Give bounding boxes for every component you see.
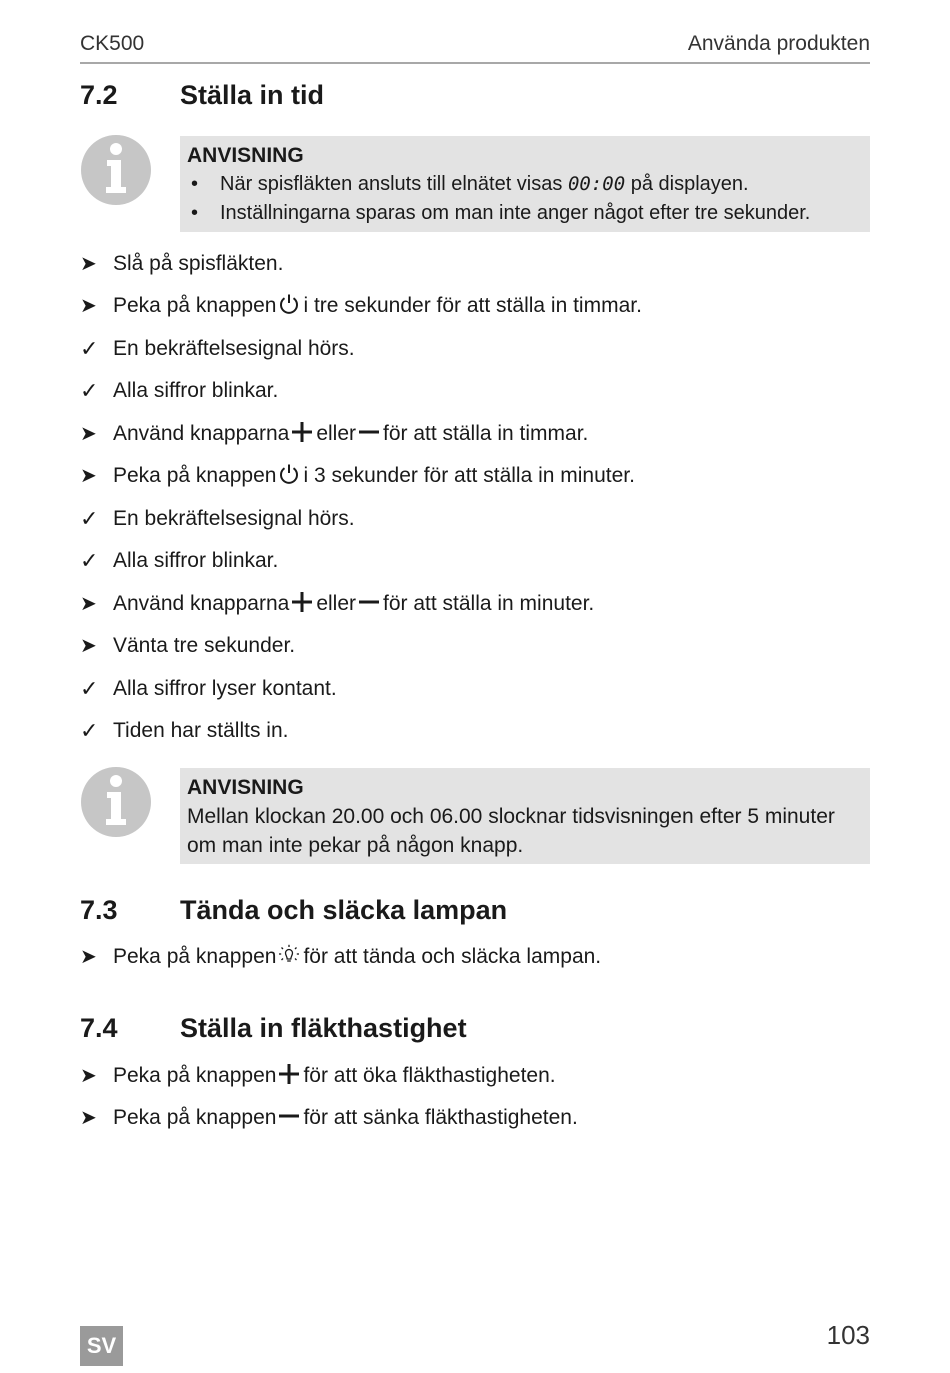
step-text-part: Använd knapparna <box>113 422 290 445</box>
minus-icon <box>358 591 380 613</box>
step-text <box>113 1103 578 1133</box>
step-item <box>80 589 870 619</box>
step-text-part: eller <box>316 592 356 615</box>
chapter-title: Använda produkten <box>687 32 870 55</box>
step-text-part: Använd knapparna <box>113 592 290 615</box>
step-text <box>113 1061 556 1091</box>
checkmark-icon: ✓ <box>80 506 99 531</box>
section-number: 7.2 <box>80 80 118 110</box>
note-bullet <box>187 199 862 228</box>
arrow-right-icon: ➤ <box>80 465 97 487</box>
note-text: på displayen. <box>630 173 749 195</box>
step-item <box>80 419 870 449</box>
step-text <box>113 461 635 491</box>
arrow-right-icon: ➤ <box>80 1065 97 1087</box>
power-icon <box>278 293 300 315</box>
step-text <box>113 291 642 321</box>
arrow-right-icon: ➤ <box>80 1107 97 1129</box>
step-text: Slå på spisfläkten. <box>113 252 284 275</box>
minus-icon <box>358 421 380 443</box>
section-title: Ställa in tid <box>180 80 325 110</box>
checkmark-icon: ✓ <box>80 718 99 743</box>
checkmark-icon: ✓ <box>80 378 99 403</box>
step-text-part: i 3 sekunder för att ställa in minuter. <box>303 464 635 487</box>
note-title: ANVISNING <box>187 144 304 167</box>
step-item <box>80 631 870 661</box>
step-item <box>80 674 870 704</box>
step-text-part: för att ställa in timmar. <box>383 422 589 445</box>
step-text-part: Peka på knappen <box>113 294 277 317</box>
step-text-part: eller <box>316 422 356 445</box>
plus-icon <box>291 591 313 613</box>
step-item <box>80 1061 870 1091</box>
page-number: 103 <box>826 1320 870 1350</box>
arrow-right-icon: ➤ <box>80 295 97 317</box>
step-text-part: Peka på knappen <box>113 945 277 968</box>
info-icon <box>80 134 152 206</box>
section-number: 7.3 <box>80 895 118 925</box>
step-item <box>80 942 870 972</box>
note-text: om man inte pekar på någon knapp. <box>187 834 524 857</box>
step-item <box>80 546 870 576</box>
language-badge: SV <box>80 1326 123 1366</box>
step-item <box>80 376 870 406</box>
note-text: När spisfläkten ansluts till elnätet visas <box>220 173 563 195</box>
checkmark-icon: ✓ <box>80 548 99 573</box>
step-text: Vänta tre sekunder. <box>113 634 296 657</box>
bullet-dot: • <box>191 173 199 195</box>
arrow-right-icon: ➤ <box>80 946 97 968</box>
bullet-dot: • <box>191 202 199 224</box>
note-text: Mellan klockan 20.00 och 06.00 slocknar tidsvisningen efter 5 minuter <box>187 805 835 828</box>
step-item <box>80 1103 870 1133</box>
step-text <box>113 942 601 972</box>
lamp-icon <box>278 944 300 966</box>
arrow-right-icon: ➤ <box>80 593 97 615</box>
note-text: Inställningarna sparas om man inte anger något efter tre sekunder. <box>220 202 811 224</box>
step-item <box>80 291 870 321</box>
step-text <box>113 419 588 449</box>
step-text-part: för att sänka fläkthastigheten. <box>303 1106 578 1129</box>
step-text: Alla siffror lyser kontant. <box>113 677 337 700</box>
step-text: En bekräftelsesignal hörs. <box>113 337 355 360</box>
step-item <box>80 504 870 534</box>
product-name: CK500 <box>80 32 145 55</box>
step-text-part: för att tända och släcka lampan. <box>303 945 602 968</box>
step-text-part: Peka på knappen <box>113 1064 277 1087</box>
arrow-right-icon: ➤ <box>80 253 97 275</box>
note-box-2 <box>180 768 870 864</box>
section-title: Ställa in fläkthastighet <box>180 1013 467 1043</box>
checkmark-icon: ✓ <box>80 336 99 361</box>
step-text-part: Peka på knappen <box>113 464 277 487</box>
step-item <box>80 716 870 746</box>
step-text: Alla siffror blinkar. <box>113 549 279 572</box>
info-icon <box>80 766 152 838</box>
step-text: En bekräftelsesignal hörs. <box>113 507 355 530</box>
note-title: ANVISNING <box>187 776 304 799</box>
step-item <box>80 334 870 364</box>
plus-icon <box>291 421 313 443</box>
display-readout: 00:00 <box>567 173 626 195</box>
section-number: 7.4 <box>80 1013 118 1043</box>
minus-icon <box>278 1105 300 1127</box>
step-text-part: Peka på knappen <box>113 1106 277 1129</box>
arrow-right-icon: ➤ <box>80 635 97 657</box>
plus-icon <box>278 1063 300 1085</box>
step-item <box>80 249 870 279</box>
arrow-right-icon: ➤ <box>80 423 97 445</box>
step-text <box>113 589 594 619</box>
power-icon <box>278 463 300 485</box>
step-text-part: för att ställa in minuter. <box>383 592 595 615</box>
section-title: Tända och släcka lampan <box>180 895 508 925</box>
step-text-part: för att öka fläkthastigheten. <box>303 1064 556 1087</box>
note-box-1 <box>180 136 870 232</box>
step-text: Tiden har ställts in. <box>113 719 289 742</box>
note-bullet <box>187 170 862 199</box>
checkmark-icon: ✓ <box>80 676 99 701</box>
step-item <box>80 461 870 491</box>
page-header <box>80 30 870 64</box>
step-text-part: i tre sekunder för att ställa in timmar. <box>303 294 642 317</box>
step-text: Alla siffror blinkar. <box>113 379 279 402</box>
